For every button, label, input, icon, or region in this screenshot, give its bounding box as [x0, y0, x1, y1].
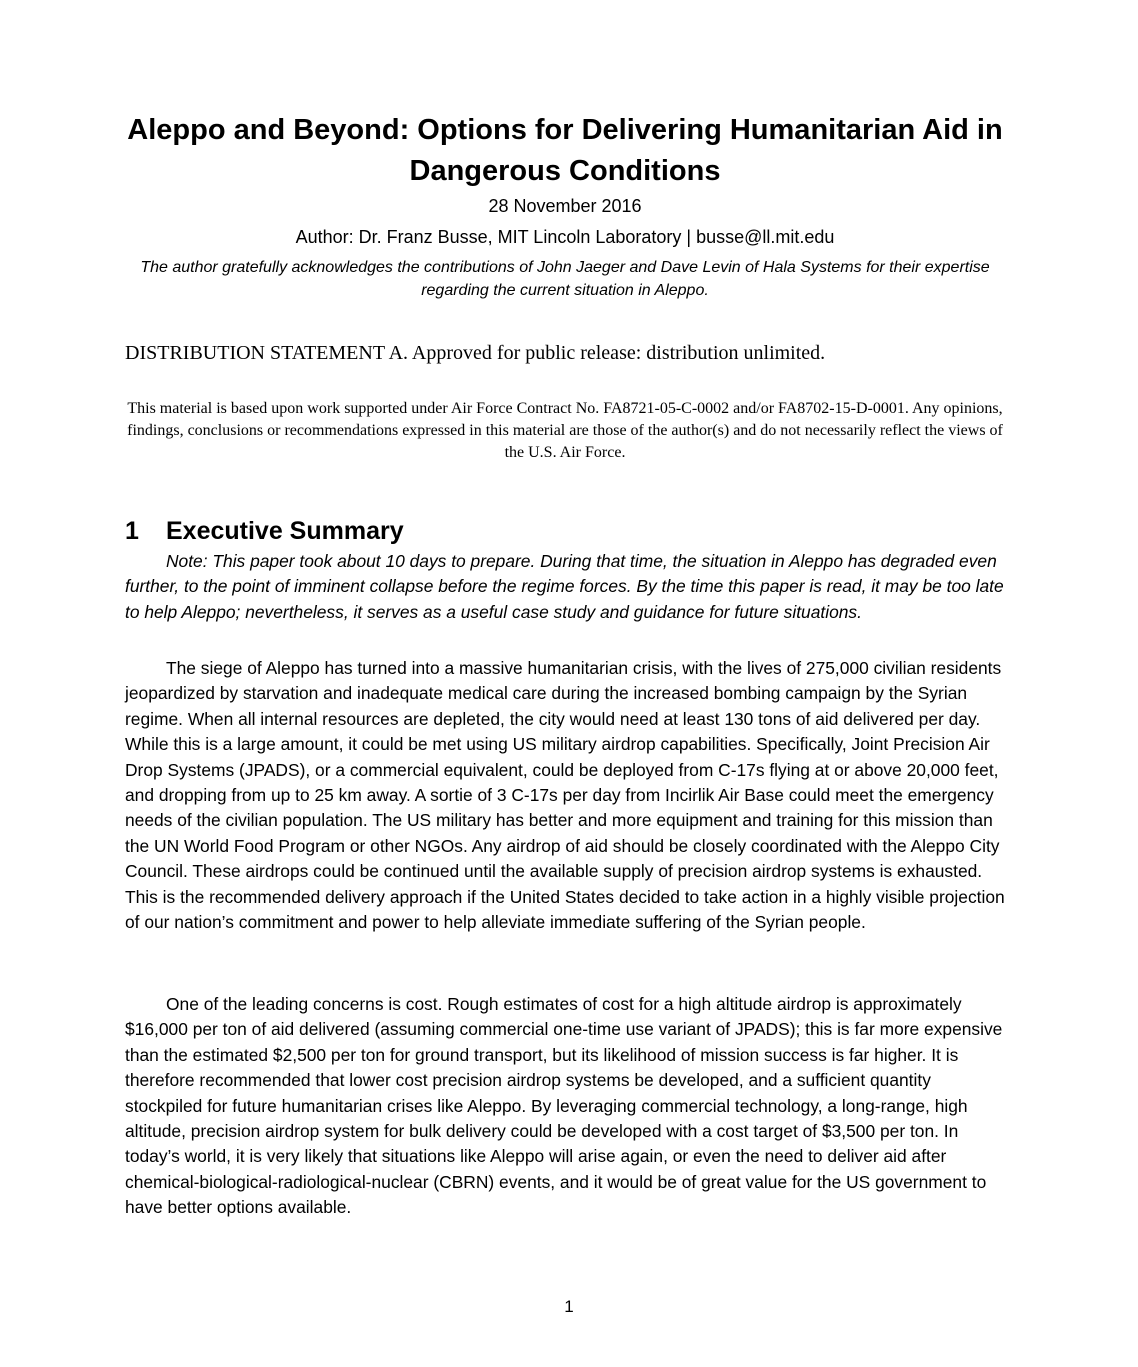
contract-notice: This material is based upon work supported under Air Force Contract No. FA8721-05-C-0002 and/or FA8702-15-D-0001. Any opinions, findings, conclusions or recommendations expressed in this material are those of the author(s) and do not necessarily reflect the views of the U.S. Air Force. [127, 400, 1003, 461]
section-number: 1 [125, 517, 139, 545]
page-number: 1 [564, 1297, 574, 1316]
paper-title: Aleppo and Beyond: Options for Delivering Humanitarian Aid in Dangerous Conditions [127, 114, 1003, 187]
section-title: Executive Summary [166, 517, 404, 545]
body-paragraph: The siege of Aleppo has turned into a massive humanitarian crisis, with the lives of 275,000 civilian residents jeopardized by starvation and inadequate medical care during the increased bombing campaign by the Syrian regime. When all internal resources are depleted, the city would need at least 130 tons of aid delivered per day. While this is a large amount, it could be met using US military airdrop capabilities. Specifically, Joint Precision Air Drop Systems (JPADS), or a commercial equivalent, could be deployed from C-17s flying at or above 20,000 feet, and dropping from up to 25 km away. A sortie of 3 C-17s per day from Incirlik Air Base could meet the emergency needs of the civilian population. The US military has better and more equipment and training for this mission than the UN World Food Program or other NGOs. Any airdrop of aid should be closely coordinated with the Aleppo City Council. These airdrops could be continued until the available supply of precision airdrop systems is exhausted. This is the recommended delivery approach if the United States decided to take action in a highly visible projection of our nation’s commitment and power to help alleviate immediate suffering of the Syrian people. [125, 658, 1005, 933]
acknowledgement: The author gratefully acknowledges the contributions of John Jaeger and Dave Levin of Hala Systems for their expertise regarding the current situation in Aleppo. [140, 259, 990, 299]
body-paragraph: One of the leading concerns is cost. Rough estimates of cost for a high altitude airdrop is approximately $16,000 per ton of aid delivered (assuming commercial one-time use variant of JPADS); this is far more expensive than the estimated $2,500 per ton for ground transport, but its likelihood of mission success is far higher. It is therefore recommended that lower cost precision airdrop systems be developed, and a sufficient quantity stockpiled for future humanitarian crises like Aleppo. By leveraging commercial technology, a long-range, high altitude, precision airdrop system for bulk delivery could be developed with a cost target of $3,500 per ton. In today’s world, it is very likely that situations like Aleppo will arise again, or even the need to deliver aid after chemical-biological-radiological-nuclear (CBRN) events, and it would be of great value for the US government to have better options available. [125, 994, 1003, 1218]
section-heading [125, 514, 1005, 548]
distribution-statement: DISTRIBUTION STATEMENT A. Approved for public release: distribution unlimited. [125, 342, 826, 364]
author-line: Author: Dr. Franz Busse, MIT Lincoln Laboratory | busse@ll.mit.edu [295, 227, 835, 247]
note-paragraph: Note: This paper took about 10 days to prepare. During that time, the situation in Aleppo has degraded even further, to the point of imminent collapse before the regime forces. By the time this paper is read, it may be too late to help Aleppo; nevertheless, it serves as a useful case study and guidance for future situations. [125, 551, 1004, 622]
paper-date: 28 November 2016 [488, 196, 642, 216]
